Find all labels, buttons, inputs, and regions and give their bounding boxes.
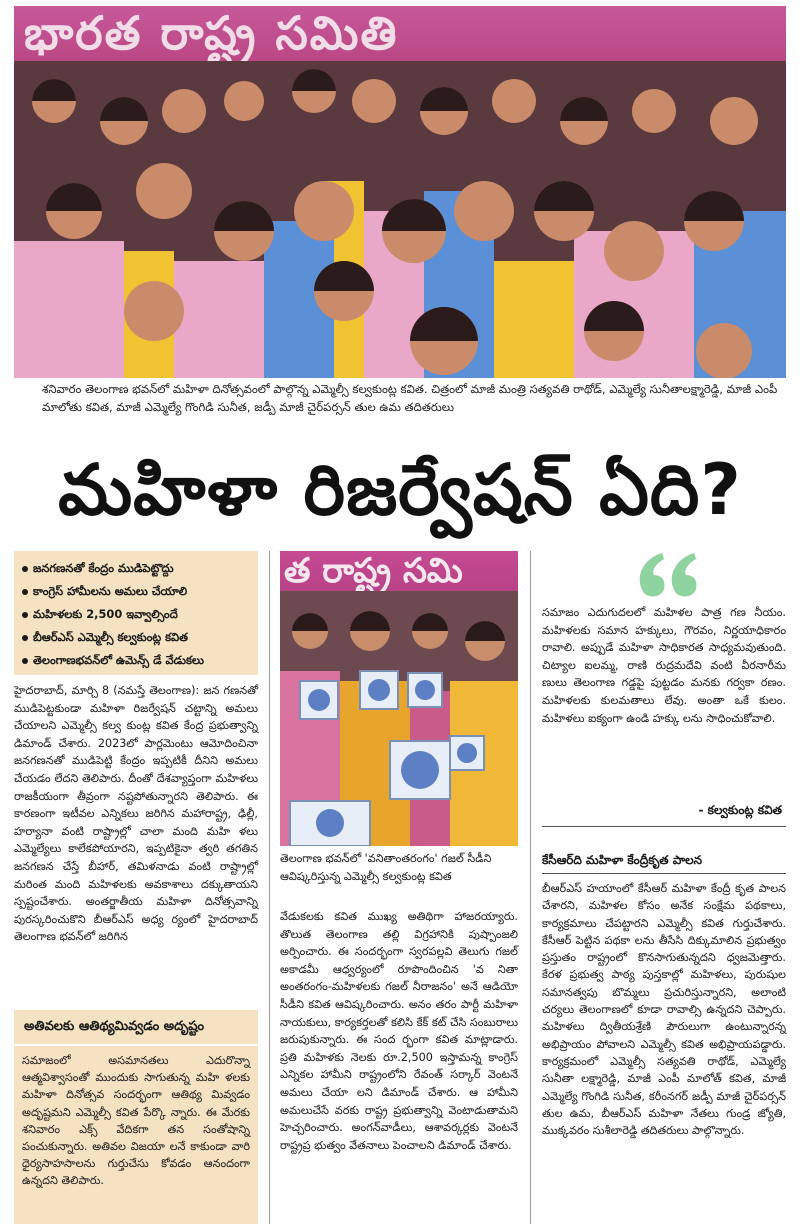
article-body-col1: హైదరాబాద్, మార్చి 8 (నమస్తే తెలంగాణ): జన గణనతో ముడిపెట్టకుండా మహిళా రిజర్వేషన్ చట్టాన్ని అమలు చేయాలని ఎమ్మెల్సీ కల్వ కుంట్ల కవిత కేంద్ర ప్రభుత్వాన్ని డిమాండ్ చేశారు. 2023లో పార్లమెంటు ఆమోదించినా జనగణనతో ముడిపెట్టి కేంద్రం ఇప్పటికీ దీనిని అమలు చేయడం లేదని తెలిపారు. దీంతో దేశవ్యాప్తంగా మహిళలు రాజకీయంగా తీవ్రంగా నష్టపోతున్నారని తెలిపారు. ఈ కారణంగా ఇటీవల ఎన్నికలు జరిగిన మహారాష్ట్ర, ఢిల్లీ, హర్యానా వంటి రాష్ట్రాల్లో చాలా మంది మహి ళలు ఎమ్మెల్యేలు కాలేకపోయారని, ఇప్పటికైనా త్వరి తగతిన జనగణన చేస్తే బీహార్, తమిళనాడు వంటి రాష్ట్రాల్లో మరింత మంది మహిళలకు అవకాశాలు దక్కుతాయని స్పష్టంచేశారు. అంతర్జాతీయ మహిళా దినోత్సవాన్ని పురస్కరించుకొని బీఆర్‌ఎస్ అధ్య ర్యంలో హైదరాబాద్ తెలంగాణ భవన్‌లో జరిగిన [14,684,258,944]
quote-author: - కల్వకుంట్ల కవిత [698,803,782,817]
highlight-item: కాంగ్రెస్ హామీలను అమలు చేయాలి [22,580,252,603]
bullet-icon [22,612,28,618]
divider-rule [542,826,786,827]
top-photo [14,6,786,378]
highlight-item: జనగణనతో కేంద్రం ముడిపెట్టొద్దు [22,557,252,580]
bullet-icon [22,658,28,664]
quote-icon [636,549,700,599]
subheading-kcr-rule: కేసీఆర్‌ది మహిళా కేంద్రీకృత పాలన [542,853,703,867]
quote-text: సమాజం ఎదుగుదలలో మహిళల పాత్ర గణ నీయం. మహిళలకు సమాన హక్కులు, గౌరవం, నిర్ణయాధికారం రావాలి. అప్పుడే మహిళా సాధికారత సాధ్యమవుతుంది. చిట్యాల ఐలమ్మ, రాణి రుద్రమదేవి వంటి వీరనారీమ ణులు తెలంగాణ గడ్డపై పుట్టడం మనకు గర్వకా రణం. మహిళలకు కులమతాలు లేవు. అంతా ఒకే కులం. మహిళలు ఐక్యంగా ఉండి హక్కు లను సాధించుకోవాలి. [542,606,786,725]
column-divider [530,551,531,1224]
photo-banner-text: భారత రాష్ట్ర సమితి [24,6,399,60]
column-divider [269,551,270,1224]
mid-photo-banner-text: త రాష్ట్ర సమి [284,551,463,591]
article-body-col3: బీఆర్‌ఎస్ హయాంలో కేసీఆర్ మహిళా కేంద్రీ కృత పాలన చేశారని, మహిళల కోసం అనేక సంక్షేమ పథకాలు, కార్యక్రమాలు చేపట్టారని ఎమ్మెల్సీ కవిత గుర్తుచేశారు. కేసీఆర్ పెట్టిన పథకా లను తీసేసి దిక్కుమాలిన ప్రభుత్వం ప్రస్తుతం రాష్ట్రంలో కొనసాగుతున్నదని ధ్వజమెత్తారు. కేరళ ప్రభుత్వ పాఠ్య పుస్తకాల్లో మహిళలు, పురుషుల సమానత్వపు బొమ్మలు ప్రచురిస్తున్నారని, అలాంటి చర్యలు తెలంగాణలో కూడా రావాల్సి ఉన్నదని చెప్పారు. మహిళలు ద్వితీయశ్రేణి పౌరులుగా ఉంటున్నారన్న అభిప్రాయం పోవాలని ఎమ్మెల్సీ కవిత అభిప్రాయపడ్డారు. కార్యక్రమంలో ఎమ్మెల్సీ సత్యవతి రాథోడ్, ఎమ్మెల్యే సునీతా లక్ష్మారెడ్డి, మాజీ ఎంపీ మాలోత్ కవిత, మాజీ ఎమ్మెల్యే గొంగిడి సునీత, కరీంనగర్ జడ్పీ మాజీ చైర్‌పర్సన్ తుల ఉమ, బీఆర్‌ఎస్ మహిళా నేతలు గుండ్ర జ్యోతి, ముక్కవరం సుశీలారెడ్డి తదితరులు పాల్గొన్నారు. [542,882,786,1138]
crowd-illustration [14,61,786,378]
article-box-hospitality: సమాజంలో అసమానతలు ఎదురొన్నా ఆత్మవిశ్వాసంతో ముందుకు సాగుతున్న మహి ళలకు మహిళా దినోత్సవ సందర్భంగా ఆతిథ్య మివ్వడం అదృష్టమని ఎమ్మెల్సీ కవిత పేర్కొ న్నారు. ఈ మేరకు శనివారం ఎక్స్ వేదికగా తన సంతోషాన్ని పంచుకున్నారు. అతివల విజయా లనే కాకుండా వారి ధైర్యసాహసాలను గుర్తుచేసు కోవడం ఆనందంగా ఉన్నదని తెలిపారు. [14,1046,258,1224]
bullet-icon [22,635,28,641]
highlight-item: బీఆర్‌ఎస్ ఎమ్మెల్సీ కల్వకుంట్ల కవిత [22,626,252,649]
bullet-icon [22,589,28,595]
divider-rule [542,873,786,874]
bullet-icon [22,566,28,572]
headline: మహిళా రిజర్వేషన్ ఏది? [58,449,742,531]
highlights-box [14,551,258,675]
mid-photo-caption: తెలంగాణ భవన్‌లో 'వనితాంతరంగం' గజల్ సీడీని ఆవిష్కరిస్తున్న ఎమ్మెల్సీ కల్వకుంట్ల కవిత [280,852,492,883]
top-photo-caption: శనివారం తెలంగాణ భవన్‌లో మహిళా దినోత్సవంలో పాల్గొన్న ఎమ్మెల్సీ కల్వకుంట్ల కవిత. చిత్రంలో మాజీ మంత్రి సత్యవతి రాథోడ్, ఎమ్మెల్యే సునీతాలక్ష్మారెడ్డి, మాజీ ఎంపీ మాలోతు కవిత, మాజీ ఎమ్మెల్యే గొంగిడి సునీత, జడ్పీ మాజీ చైర్‌పర్సన్ తుల ఉమ తదితరులు [42,382,778,414]
highlight-item: తెలంగాణభవన్‌లో ఉమెన్స్ డే వేడుకలు [22,649,252,672]
highlight-item: మహిళలకు 2,500 ఇవ్వాల్సిందే [22,603,252,626]
article-body-col2: వేడుకలకు కవిత ముఖ్య అతిథిగా హాజరయ్యారు. తొలుత తెలంగాణ తల్లి విగ్రహానికి పుష్పాంజలి అర్పించారు. ఈ సందర్భంగా స్వరపల్లవి తెలుగు గజల్ అకాడమీ ఆధ్వర్యంలో రూపొందించిన 'వ నితా అంతరంగం-మహిళలకు గజల్ నీరాజనం' అనే ఆడియో సీడీని కవిత ఆవిష్కరించారు. అనం తరం పార్టీ మహిళా నాయకులు, కార్యకర్తలతో కలిసి కేక్ కట్ చేసి సంబురాలు జరుపుకున్నారు. ఈ సంద ర్భంగా కవిత మాట్లాడారు. ప్రతి మహిళకు నెలకు రూ.2,500 ఇస్తామన్న కాంగ్రెస్ ఎన్నికల హామీని రాష్ట్రంలోని రేవంత్ సర్కార్ వెంటనే అమలు చేయా లని డిమాండ్ చేశారు. ఆ హామీని అమలుచేసే వరకు రాష్ట్ర ప్రభుత్వాన్ని వెంటాడుతామని హెచ్చరించారు. అంగన్‌వాడీలు, ఆశావర్కర్లకు వెంటనే రాష్ట్రప్ర భుత్వం వేతనాలు పెంచాలని డిమాండ్ చేశారు. [280,910,518,1152]
subheading-hospitality: అతివలకు ఆతిథ్యమివ్వడం అదృష్టం [14,1010,258,1044]
cd-launch-photo [280,551,518,846]
cd-launch-illustration [280,591,518,846]
